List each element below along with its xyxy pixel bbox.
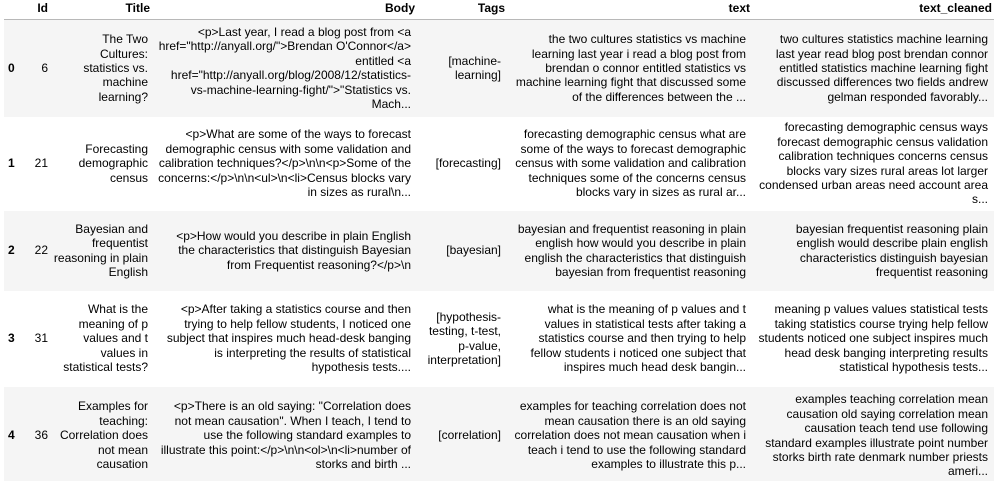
cell-tags: [hypothesis-testing, t-test, p-value, interpretation] xyxy=(427,309,501,367)
cell-tags: [machine-learning] xyxy=(417,20,507,117)
table-row xyxy=(4,291,994,387)
cell-title: Examples for teaching: Correlation does not mean causation xyxy=(50,387,152,481)
row-index: 0 xyxy=(4,20,22,117)
cell-title: The Two Cultures: statistics vs. machine learning? xyxy=(50,20,152,117)
cell-text-cleaned: two cultures statistics machine learning last year read blog post brendan connor entitled statistics machine learning fight discussed differences two fields andrew gelman responded favorably... xyxy=(752,20,994,117)
cell-title: What is the meaning of p values and t values in statistical tests? xyxy=(63,302,148,375)
cell-id: 36 xyxy=(22,387,50,481)
dataframe-table xyxy=(4,0,994,481)
header-text-cleaned: text_cleaned xyxy=(752,0,994,20)
row-index: 1 xyxy=(8,156,15,171)
table-row xyxy=(4,211,994,291)
cell-id: 6 xyxy=(22,20,50,117)
table-row xyxy=(4,20,994,117)
cell-id: 22 xyxy=(22,211,50,291)
cell-text: examples for teaching correlation does not mean causation there is an old saying correlation does not mean causation when i teach i tend to use the following standard examples to illustrate this p... xyxy=(507,387,752,481)
cell-body: <p>Last year, I read a blog post from <a href="http://anyall.org/">Brendan O'Connor</a> entitled <a href="http://anyall.org/blog/2008/12/statistics-vs-machine-learning-fight/">"Statistics vs. Mach... xyxy=(152,20,417,117)
cell-text: what is the meaning of p values and t values in statistical tests after taking a statistics course and then trying to help fellow students i noticed one subject that inspires much head desk bangin... xyxy=(530,302,746,375)
header-title: Title xyxy=(50,0,152,20)
cell-body: <p>How would you describe in plain English the characteristics that distinguish Bayesian from Frequentist reasoning?</p>\n xyxy=(152,211,417,291)
header-row xyxy=(4,0,994,20)
cell-title: Bayesian and frequentist reasoning in plain English xyxy=(50,211,152,291)
cell-text-cleaned: forecasting demographic census ways forecast demographic census validation calibration techniques concerns census blocks vary sizes rural areas lot larger condensed urban areas need account area s... xyxy=(759,120,988,207)
cell-tags: [bayesian] xyxy=(417,211,507,291)
cell-text-cleaned: bayesian frequentist reasoning plain english would describe plain english characteristics distinguish bayesian frequentist reasoning xyxy=(752,211,994,291)
cell-id: 21 xyxy=(34,156,48,171)
cell-tags: [forecasting] xyxy=(435,156,501,171)
cell-text: forecasting demographic census what are some of the ways to forecast demographic census with some validation and calibration techniques some of the concerns census blocks vary in sizes as rural ar... xyxy=(515,127,746,200)
table-row xyxy=(4,387,994,481)
header-id: Id xyxy=(22,0,50,20)
cell-body: <p>After taking a statistics course and then trying to help fellow students, I noticed one subject that inspires much head-desk banging is interpreting the results of statistical hypothesis tests.... xyxy=(166,302,411,375)
row-index: 2 xyxy=(4,211,22,291)
row-index: 4 xyxy=(4,387,22,481)
header-text: text xyxy=(507,0,752,20)
cell-body: <p>There is an old saying: "Correlation does not mean causation". When I teach, I tend to use the following standard examples to illustrate this point:</p>\n\n<ol>\n<li>number of storks and birth ... xyxy=(152,387,417,481)
table-row xyxy=(4,117,994,211)
cell-body: <p>What are some of the ways to forecast demographic census with some validation and calibration techniques?</p>\n\n<p>Some of the concerns:</p>\n\n<ul>\n<li>Census blocks vary in sizes as rural\n... xyxy=(158,127,411,200)
cell-title: Forecasting demographic census xyxy=(78,141,148,185)
header-index xyxy=(4,0,22,20)
cell-text-cleaned: examples teaching correlation mean causation old saying correlation mean causation teach tend use following standard examples illustrate point number storks birth rate denmark number priests ameri... xyxy=(752,387,994,481)
cell-text: bayesian and frequentist reasoning in plain english how would you describe in plain english the characteristics that distinguish bayesian from frequentist reasoning xyxy=(507,211,752,291)
header-tags: Tags xyxy=(417,0,507,20)
header-body: Body xyxy=(152,0,417,20)
cell-text: the two cultures statistics vs machine learning last year i read a blog post from brendan o connor entitled statistics vs machine learning fight that discussed some of the differences between the ... xyxy=(507,20,752,117)
cell-id: 31 xyxy=(34,331,48,346)
row-index: 3 xyxy=(8,331,15,346)
cell-tags: [correlation] xyxy=(417,387,507,481)
cell-text-cleaned: meaning p values values statistical tests taking statistics course trying help fellow students noticed one subject inspires much head desk banging interpreting results statistical hypothesis tests... xyxy=(758,302,988,375)
